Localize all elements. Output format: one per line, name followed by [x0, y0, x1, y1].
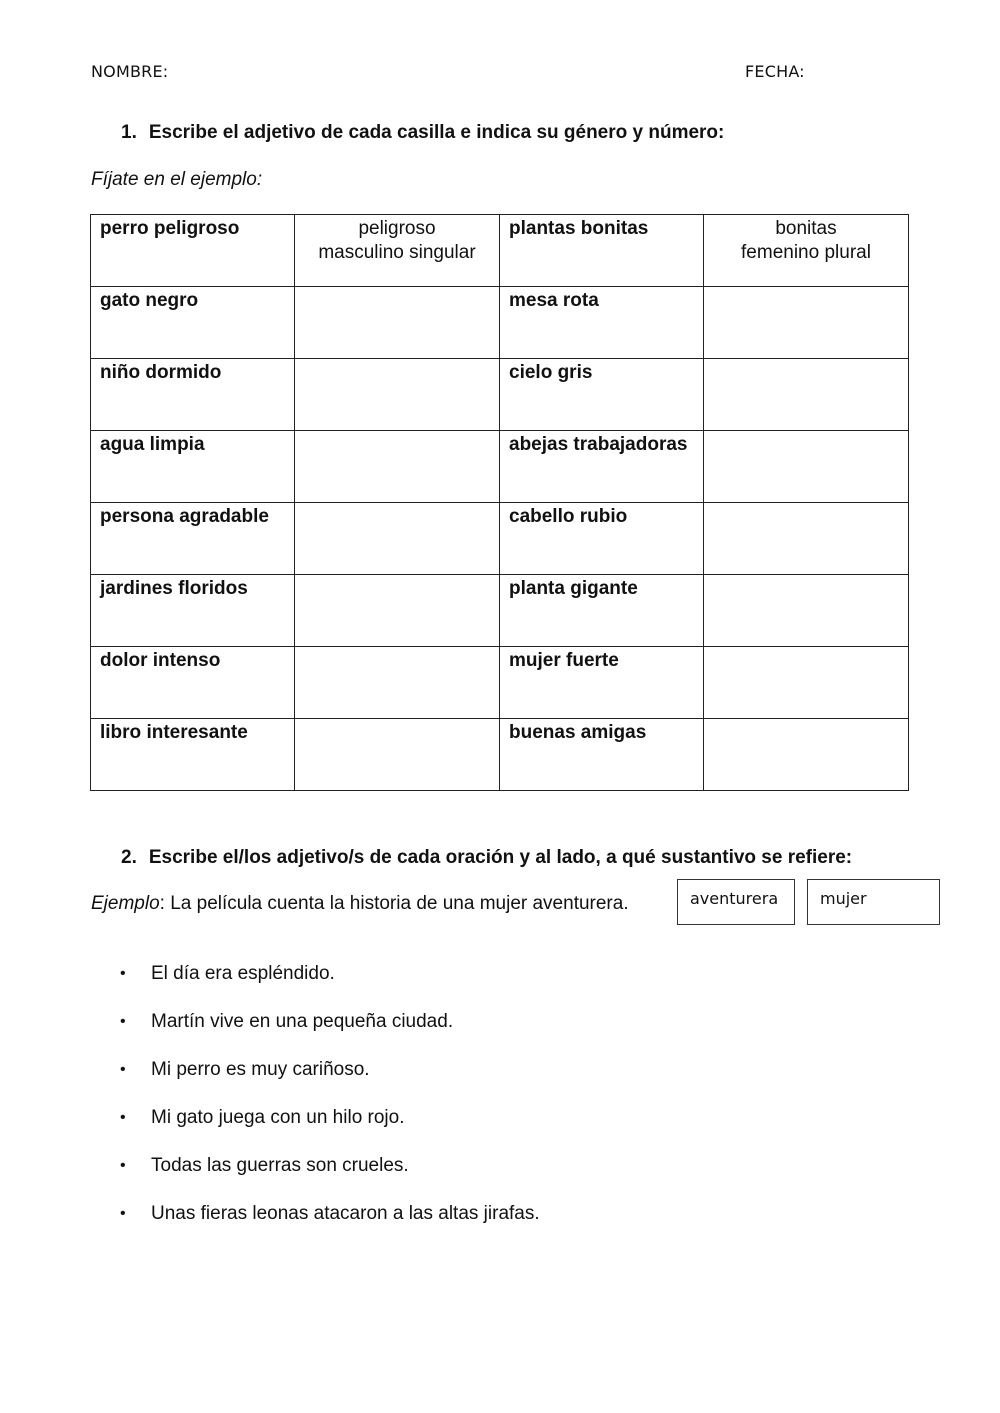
sentence-text: Mi gato juega con un hilo rojo.	[151, 1107, 405, 1128]
noun-phrase-right-text: plantas bonitas	[509, 218, 649, 239]
answer-cell-right[interactable]	[704, 719, 909, 791]
table-row	[91, 575, 909, 647]
noun-phrase-right	[500, 575, 704, 647]
bullet-icon: •	[120, 1061, 126, 1078]
noun-phrase-left	[91, 575, 295, 647]
question-1-number: 1.	[121, 122, 137, 143]
noun-phrase-left-text: agua limpia	[100, 434, 205, 455]
noun-phrase-right	[500, 287, 704, 359]
answer-cell-right[interactable]	[704, 359, 909, 431]
noun-phrase-right-text: buenas amigas	[509, 722, 647, 743]
answer-cell-left-text: peligroso	[358, 218, 436, 239]
bullet-icon: •	[120, 1109, 126, 1126]
answer-cell-right[interactable]	[704, 215, 909, 287]
table-row	[91, 287, 909, 359]
answer-cell-left[interactable]	[295, 431, 500, 503]
example-text: : La película cuenta la historia de una mujer aventurera.	[159, 893, 629, 914]
example-adjective-box[interactable]: aventurera	[677, 879, 795, 925]
noun-phrase-right	[500, 719, 704, 791]
answer-cell-left[interactable]	[295, 503, 500, 575]
answer-cell-right-text: bonitas	[775, 218, 837, 239]
noun-phrase-left-text: dolor intenso	[100, 650, 221, 671]
noun-phrase-left	[91, 647, 295, 719]
list-item	[120, 1154, 540, 1202]
question-2-text: Escribe el/los adjetivo/s de cada oración y al lado, a qué sustantivo se refiere:	[148, 847, 853, 868]
table-row	[91, 503, 909, 575]
list-item	[120, 1202, 540, 1250]
name-label: NOMBRE:	[91, 62, 169, 81]
bullet-icon: •	[120, 1157, 126, 1174]
noun-phrase-left-text: perro peligroso	[100, 218, 240, 239]
bullet-icon: •	[120, 1013, 126, 1030]
bullet-icon: •	[120, 1205, 126, 1222]
question-1-title	[121, 122, 724, 144]
answer-cell-left[interactable]	[295, 215, 500, 287]
answer-cell-left-text: masculino singular	[318, 242, 476, 263]
list-item	[120, 1058, 540, 1106]
noun-phrase-right	[500, 359, 704, 431]
noun-phrase-left-text: persona agradable	[100, 506, 269, 527]
noun-phrase-left	[91, 431, 295, 503]
question-1-text: Escribe el adjetivo de cada casilla e indica su género y número:	[148, 122, 725, 143]
question-2-number: 2.	[121, 847, 137, 868]
answer-cell-left[interactable]	[295, 359, 500, 431]
list-item	[120, 1106, 540, 1154]
noun-phrase-right	[500, 647, 704, 719]
noun-phrase-left-text: libro interesante	[100, 722, 248, 743]
noun-phrase-right-text: cabello rubio	[509, 506, 628, 527]
noun-phrase-left	[91, 503, 295, 575]
noun-phrase-left	[91, 215, 295, 287]
noun-phrase-right	[500, 503, 704, 575]
table-row	[91, 647, 909, 719]
noun-phrase-right	[500, 431, 704, 503]
answer-cell-right[interactable]	[704, 647, 909, 719]
sentence-text: Unas fieras leonas atacaron a las altas jirafas.	[151, 1203, 540, 1224]
answer-cell-right[interactable]	[704, 431, 909, 503]
sentence-text: Martín vive en una pequeña ciudad.	[151, 1011, 454, 1032]
noun-phrase-right-text: planta gigante	[509, 578, 638, 599]
noun-phrase-right-text: abejas trabajadoras	[509, 434, 688, 455]
table-row	[91, 719, 909, 791]
list-item	[120, 1010, 540, 1058]
example-hint: Fíjate en el ejemplo:	[91, 169, 263, 190]
noun-phrase-left-text: niño dormido	[100, 362, 222, 383]
answer-cell-right[interactable]	[704, 287, 909, 359]
answer-cell-right[interactable]	[704, 575, 909, 647]
example-noun-box[interactable]: mujer	[807, 879, 940, 925]
sentence-text: Mi perro es muy cariñoso.	[151, 1059, 370, 1080]
noun-phrase-left-text: gato negro	[100, 290, 199, 311]
noun-phrase-right	[500, 215, 704, 287]
noun-phrase-right-text: cielo gris	[509, 362, 593, 383]
noun-phrase-left	[91, 359, 295, 431]
answer-cell-left[interactable]	[295, 287, 500, 359]
noun-phrase-left	[91, 287, 295, 359]
noun-phrase-left	[91, 719, 295, 791]
list-item	[120, 962, 540, 1010]
answer-cell-right[interactable]	[704, 503, 909, 575]
sentence-text: El día era espléndido.	[151, 963, 335, 984]
bullet-icon: •	[120, 965, 126, 982]
sentence-text: Todas las guerras son crueles.	[151, 1155, 409, 1176]
example-sentence	[91, 893, 629, 915]
date-label: FECHA:	[745, 62, 805, 81]
answer-cell-left[interactable]	[295, 575, 500, 647]
answer-cell-right-text: femenino plural	[741, 242, 871, 263]
question-2-title	[121, 847, 852, 869]
sentence-list	[120, 962, 540, 1250]
table-row	[91, 359, 909, 431]
adjective-table	[90, 214, 909, 791]
noun-phrase-right-text: mesa rota	[509, 290, 599, 311]
noun-phrase-left-text: jardines floridos	[100, 578, 248, 599]
answer-cell-left[interactable]	[295, 719, 500, 791]
noun-phrase-right-text: mujer fuerte	[509, 650, 619, 671]
table-row	[91, 431, 909, 503]
answer-cell-left[interactable]	[295, 647, 500, 719]
table-row	[91, 215, 909, 287]
example-label: Ejemplo	[91, 893, 160, 914]
